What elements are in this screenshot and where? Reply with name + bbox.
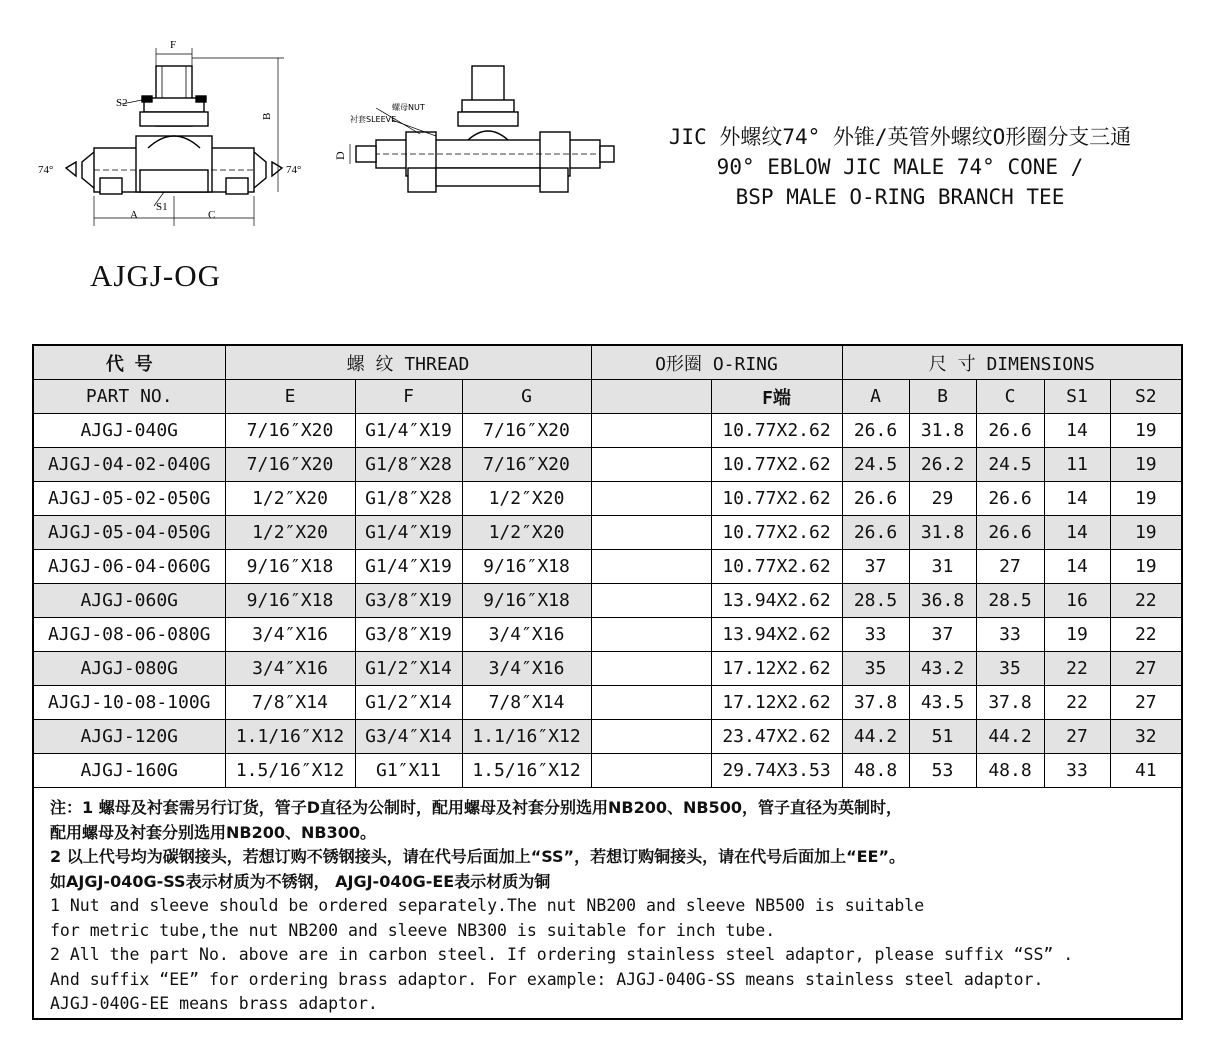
cell-s1: 14 [1044, 550, 1110, 584]
cell-a: 35 [842, 652, 909, 686]
title-line-cn: JIC 外螺纹74° 外锥/英管外螺纹O形圈分支三通 [668, 125, 1132, 149]
cell-f: G3/8″X19 [355, 584, 462, 618]
cell-oring-blank [591, 584, 711, 618]
cell-oring-blank [591, 414, 711, 448]
label-nut: 螺母NUT [392, 103, 425, 112]
table-row [33, 414, 1182, 448]
model-code: AJGJ-OG [90, 258, 221, 293]
cell-c: 35 [976, 652, 1044, 686]
cell-a: 33 [842, 618, 909, 652]
cell-f: G1/4″X19 [355, 550, 462, 584]
cell-c: 26.6 [976, 482, 1044, 516]
table-row [33, 516, 1182, 550]
cell-oring: 10.77X2.62 [711, 516, 842, 550]
cell-part: AJGJ-08-06-080G [33, 618, 225, 652]
cell-oring: 10.77X2.62 [711, 482, 842, 516]
cell-part: AJGJ-040G [33, 414, 225, 448]
cell-a: 48.8 [842, 754, 909, 788]
cell-s1: 14 [1044, 482, 1110, 516]
cell-b: 26.2 [909, 448, 976, 482]
title-line-en-1: 90° EBLOW JIC MALE 74° CONE / [716, 155, 1084, 179]
cell-e: 1/2″X20 [225, 482, 355, 516]
cell-oring: 10.77X2.62 [711, 448, 842, 482]
label-s1: S1 [156, 201, 168, 213]
cell-oring-blank [591, 516, 711, 550]
note-line: 2 All the part No. above are in carbon steel. If ordering stainless steel adaptor, please suffix “SS” . [50, 945, 1074, 964]
header-s1: S1 [1044, 380, 1110, 414]
cell-s1: 22 [1044, 686, 1110, 720]
cell-s2: 32 [1110, 720, 1182, 754]
cell-s1: 14 [1044, 516, 1110, 550]
note-line: 2 以上代号均为碳钢接头，若想订购不锈钢接头，请在代号后面加上“SS”，若想订购铜接头，请在代号后面加上“EE”。 [50, 847, 905, 866]
table-row [33, 686, 1182, 720]
cell-part: AJGJ-05-02-050G [33, 482, 225, 516]
cell-f: G3/4″X14 [355, 720, 462, 754]
cell-g: 9/16″X18 [462, 550, 591, 584]
header-b: B [909, 380, 976, 414]
cell-f: G1/8″X28 [355, 482, 462, 516]
cell-oring-blank [591, 448, 711, 482]
table-row [33, 448, 1182, 482]
cell-g: 9/16″X18 [462, 584, 591, 618]
cell-s1: 16 [1044, 584, 1110, 618]
cell-e: 3/4″X16 [225, 652, 355, 686]
cell-a: 37 [842, 550, 909, 584]
cell-g: 3/4″X16 [462, 652, 591, 686]
cell-f: G1/4″X19 [355, 516, 462, 550]
cell-f: G1/2″X14 [355, 652, 462, 686]
cell-s2: 22 [1110, 584, 1182, 618]
cell-s2: 19 [1110, 482, 1182, 516]
cell-e: 7/16″X20 [225, 448, 355, 482]
cell-c: 26.6 [976, 516, 1044, 550]
cell-part: AJGJ-080G [33, 652, 225, 686]
cell-f: G1/4″X19 [355, 414, 462, 448]
header-g: G [462, 380, 591, 414]
table-row [33, 584, 1182, 618]
table-row [33, 754, 1182, 788]
cell-s1: 19 [1044, 618, 1110, 652]
cell-part: AJGJ-05-04-050G [33, 516, 225, 550]
product-title [600, 122, 1200, 212]
cell-c: 26.6 [976, 414, 1044, 448]
cell-b: 31.8 [909, 414, 976, 448]
notes-row [33, 788, 1182, 1020]
table-row [33, 482, 1182, 516]
cell-g: 1.5/16″X12 [462, 754, 591, 788]
label-s2: S2 [116, 97, 128, 109]
note-line: for metric tube,the nut NB200 and sleeve NB300 is suitable for inch tube. [50, 920, 776, 940]
cell-c: 27 [976, 550, 1044, 584]
cell-a: 26.6 [842, 414, 909, 448]
cell-g: 1/2″X20 [462, 516, 591, 550]
cell-c: 28.5 [976, 584, 1044, 618]
cell-s2: 19 [1110, 448, 1182, 482]
cell-s1: 33 [1044, 754, 1110, 788]
cell-oring-blank [591, 652, 711, 686]
header-thread: 螺 纹 THREAD [225, 345, 591, 380]
note-line: 1 Nut and sleeve should be ordered separately.The nut NB200 and sleeve NB500 is suitable [50, 896, 925, 915]
cell-g: 3/4″X16 [462, 618, 591, 652]
cell-g: 7/16″X20 [462, 448, 591, 482]
cell-b: 31.8 [909, 516, 976, 550]
table-row [33, 652, 1182, 686]
cell-oring-blank [591, 720, 711, 754]
header-a: A [842, 380, 909, 414]
cell-oring: 17.12X2.62 [711, 686, 842, 720]
cell-s2: 27 [1110, 652, 1182, 686]
header-code: 代 号 [33, 345, 225, 380]
cell-s1: 22 [1044, 652, 1110, 686]
cell-b: 29 [909, 482, 976, 516]
header-part-no: PART NO. [33, 380, 225, 414]
cell-a: 24.5 [842, 448, 909, 482]
cell-b: 31 [909, 550, 976, 584]
note-line: AJGJ-040G-EE means brass adaptor. [50, 994, 378, 1013]
cell-oring: 10.77X2.62 [711, 550, 842, 584]
cell-e: 9/16″X18 [225, 584, 355, 618]
cell-a: 28.5 [842, 584, 909, 618]
cell-g: 1/2″X20 [462, 482, 591, 516]
label-angle-left: 74° [38, 164, 54, 176]
cell-oring: 17.12X2.62 [711, 652, 842, 686]
header-c: C [976, 380, 1044, 414]
cell-s2: 19 [1110, 550, 1182, 584]
cell-c: 33 [976, 618, 1044, 652]
cell-b: 37 [909, 618, 976, 652]
label-sleeve: 衬套SLEEVE [350, 115, 397, 124]
cell-f: G1″X11 [355, 754, 462, 788]
cell-oring-blank [591, 618, 711, 652]
label-angle-right: 74° [286, 164, 302, 176]
cell-a: 37.8 [842, 686, 909, 720]
cell-s2: 19 [1110, 414, 1182, 448]
table-row [33, 720, 1182, 754]
cell-e: 1.5/16″X12 [225, 754, 355, 788]
header-f: F [355, 380, 462, 414]
header-f-end: F端 [711, 380, 842, 414]
cell-e: 1.1/16″X12 [225, 720, 355, 754]
header-e: E [225, 380, 355, 414]
cell-c: 44.2 [976, 720, 1044, 754]
label-a: A [130, 209, 138, 221]
header-s2: S2 [1110, 380, 1182, 414]
header-oring-blank [591, 380, 711, 414]
table-row [33, 550, 1182, 584]
cell-part: AJGJ-160G [33, 754, 225, 788]
table-row [33, 618, 1182, 652]
cell-g: 7/16″X20 [462, 414, 591, 448]
cell-part: AJGJ-06-04-060G [33, 550, 225, 584]
cell-g: 7/8″X14 [462, 686, 591, 720]
cell-c: 24.5 [976, 448, 1044, 482]
cell-f: G3/8″X19 [355, 618, 462, 652]
cell-oring: 13.94X2.62 [711, 584, 842, 618]
cell-s2: 41 [1110, 754, 1182, 788]
cell-s2: 27 [1110, 686, 1182, 720]
cell-b: 43.2 [909, 652, 976, 686]
cell-oring: 23.47X2.62 [711, 720, 842, 754]
note-line: 配用螺母及衬套分别选用NB200、NB300。 [50, 822, 376, 842]
title-line-en-2: BSP MALE O-RING BRANCH TEE [735, 185, 1065, 209]
notes [33, 788, 1182, 1020]
cell-a: 26.6 [842, 516, 909, 550]
cell-part: AJGJ-120G [33, 720, 225, 754]
cell-b: 43.5 [909, 686, 976, 720]
label-f: F [170, 39, 177, 51]
cell-e: 7/8″X14 [225, 686, 355, 720]
cell-c: 37.8 [976, 686, 1044, 720]
cell-s2: 19 [1110, 516, 1182, 550]
cell-oring-blank [591, 686, 711, 720]
cell-oring: 29.74X3.53 [711, 754, 842, 788]
cell-oring-blank [591, 482, 711, 516]
cell-s1: 11 [1044, 448, 1110, 482]
cell-g: 1.1/16″X12 [462, 720, 591, 754]
cell-b: 51 [909, 720, 976, 754]
tee-assembly-drawing [333, 60, 626, 200]
label-c: C [208, 209, 216, 221]
cell-s1: 14 [1044, 414, 1110, 448]
cell-e: 3/4″X16 [225, 618, 355, 652]
label-d: D [333, 151, 347, 160]
cell-e: 7/16″X20 [225, 414, 355, 448]
tee-dimension-drawing [36, 36, 326, 236]
label-b: B [261, 112, 273, 120]
cell-f: G1/8″X28 [355, 448, 462, 482]
cell-part: AJGJ-10-08-100G [33, 686, 225, 720]
cell-oring-blank [591, 754, 711, 788]
cell-f: G1/2″X14 [355, 686, 462, 720]
note-line: And suffix “EE” for ordering brass adaptor. For example: AJGJ-040G-SS means stainless steel adaptor. [50, 969, 1044, 989]
cell-c: 48.8 [976, 754, 1044, 788]
cell-b: 36.8 [909, 584, 976, 618]
cell-part: AJGJ-04-02-040G [33, 448, 225, 482]
header-dimensions: 尺 寸 DIMENSIONS [842, 345, 1182, 380]
cell-part: AJGJ-060G [33, 584, 225, 618]
spec-table [32, 344, 1183, 1020]
header-oring: O形圈 O-RING [591, 345, 842, 380]
cell-oring: 13.94X2.62 [711, 618, 842, 652]
note-line: 注：1 螺母及衬套需另行订货，管子D直径为公制时，配用螺母及衬套分别选用NB200、NB500，管子直径为英制时， [50, 798, 902, 817]
cell-oring-blank [591, 550, 711, 584]
cell-e: 9/16″X18 [225, 550, 355, 584]
cell-a: 44.2 [842, 720, 909, 754]
cell-e: 1/2″X20 [225, 516, 355, 550]
note-line: 如AJGJ-040G-SS表示材质为不锈钢， AJGJ-040G-EE表示材质为铜 [50, 871, 551, 891]
cell-s1: 27 [1044, 720, 1110, 754]
cell-oring: 10.77X2.62 [711, 414, 842, 448]
cell-b: 53 [909, 754, 976, 788]
cell-s2: 22 [1110, 618, 1182, 652]
cell-a: 26.6 [842, 482, 909, 516]
